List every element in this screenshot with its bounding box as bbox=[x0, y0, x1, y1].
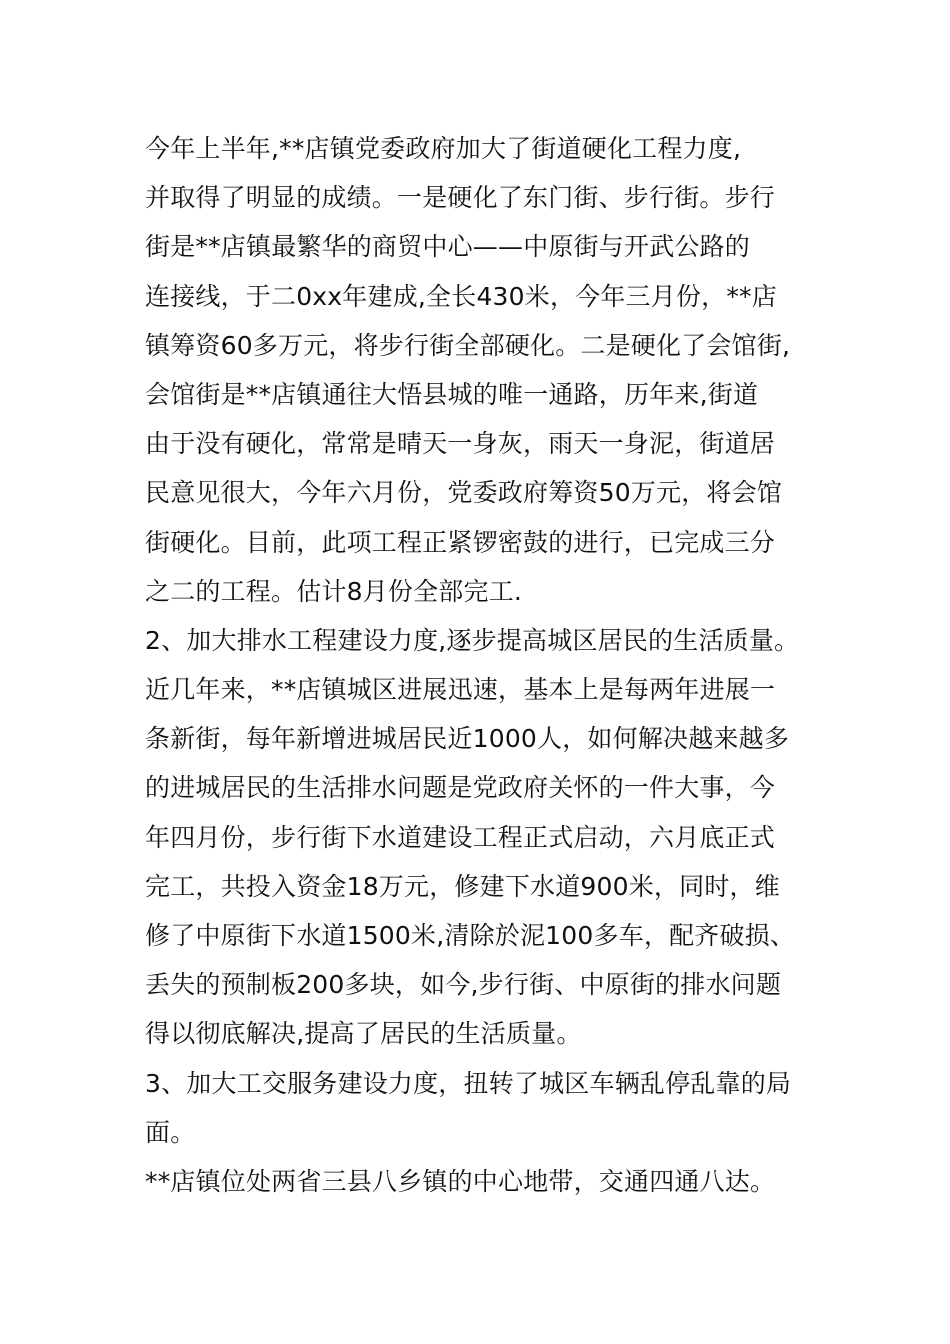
text-line: 完工，共投入资金18万元，修建下水道900米，同时，维 bbox=[145, 871, 780, 901]
text-line: 由于没有硬化，常常是晴天一身灰，雨天一身泥，街道居 bbox=[145, 429, 776, 459]
text-line: 修了中原街下水道1500米,清除於泥100多车，配齐破损、 bbox=[145, 921, 796, 950]
document-body bbox=[145, 124, 810, 1206]
text-line: 之二的工程。估计8月份全部完工. bbox=[145, 576, 523, 606]
text-line: 的进城居民的生活排水问题是党政府关怀的一件大事，今 bbox=[145, 773, 776, 803]
text-line: 年四月份，步行街下水道建设工程正式启动，六月底正式 bbox=[145, 822, 776, 852]
section-heading: 2、加大排水工程建设力度,逐步提高城区居民的生活质量。 bbox=[145, 625, 800, 655]
text-line: 街硬化。目前，此项工程正紧锣密鼓的进行，已完成三分 bbox=[145, 527, 776, 557]
text-line: 得以彻底解决,提高了居民的生活质量。 bbox=[145, 1019, 582, 1049]
text-line: 街是**店镇最繁华的商贸中心——中原街与开武公路的 bbox=[145, 232, 751, 262]
section-heading-continued: 面。 bbox=[145, 1117, 196, 1147]
text-line: 民意见很大，今年六月份，党委政府筹资50万元，将会馆 bbox=[145, 478, 783, 508]
text-line: 今年上半年,**店镇党委政府加大了街道硬化工程力度, bbox=[145, 134, 742, 163]
text-line: 连接线，于二0xx年建成,全长430米，今年三月份，**店 bbox=[145, 281, 777, 311]
text-line: 近几年来，**店镇城区进展迅速，基本上是每两年进展一 bbox=[145, 675, 776, 705]
text-line: 镇筹资60多万元，将步行街全部硬化。二是硬化了会馆街, bbox=[145, 330, 791, 360]
text-line: **店镇位处两省三县八乡镇的中心地带，交通四通八达。 bbox=[145, 1166, 776, 1196]
text-line: 条新街，每年新增进城居民近1000人，如何解决越来越多 bbox=[145, 724, 790, 754]
text-line: 会馆街是**店镇通往大悟县城的唯一通路，历年来,街道 bbox=[145, 379, 759, 409]
text-line: 并取得了明显的成绩。一是硬化了东门街、步行街。步行 bbox=[145, 183, 776, 213]
text-line: 丢失的预制板200多块，如今,步行街、中原街的排水问题 bbox=[145, 970, 782, 1000]
section-heading: 3、加大工交服务建设力度，扭转了城区车辆乱停乱靠的局 bbox=[145, 1068, 792, 1098]
